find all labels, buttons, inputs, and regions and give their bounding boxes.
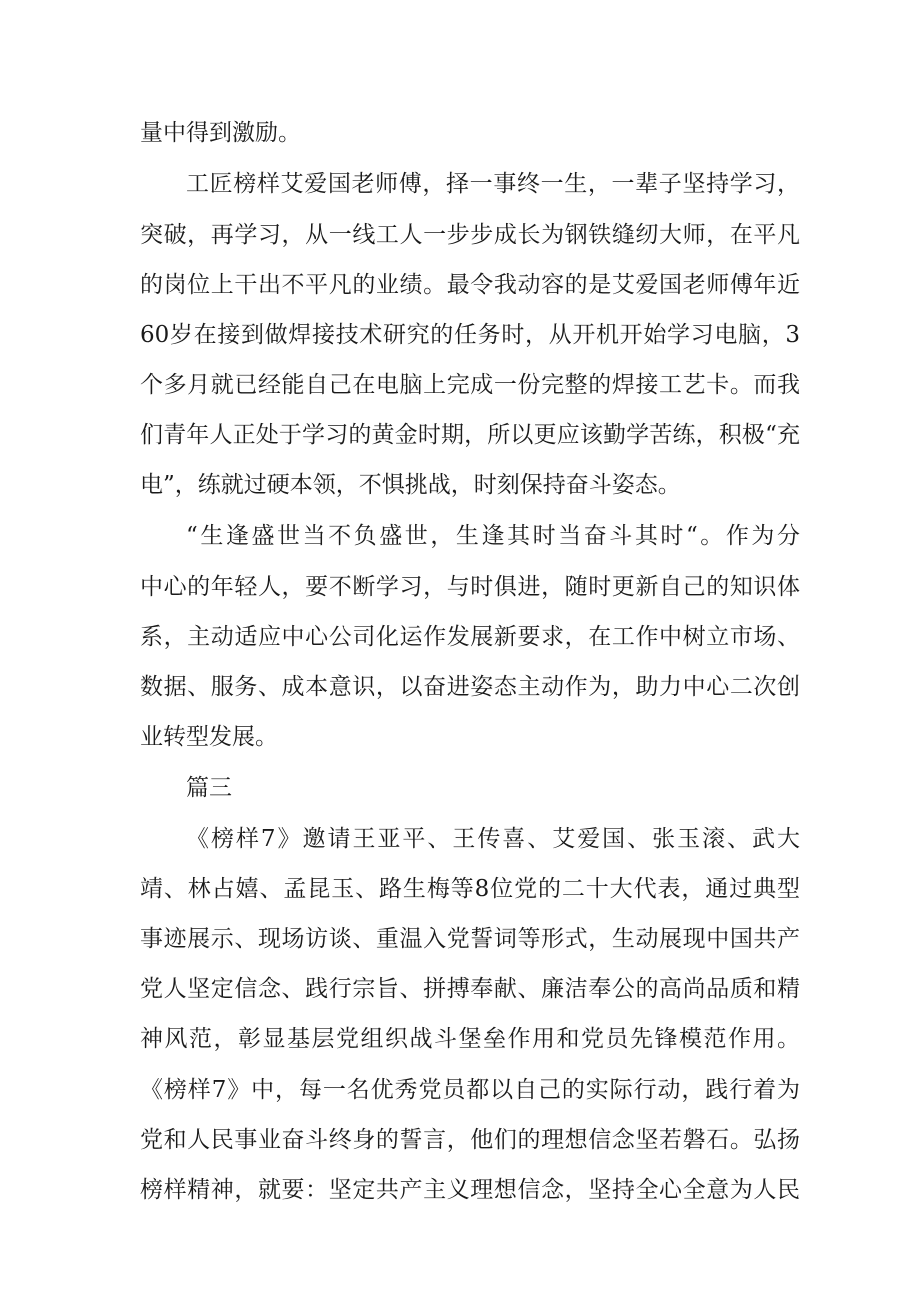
text-line: 《榜样7》中，每一名优秀党员都以自己的实际行动，践行着为 bbox=[140, 1077, 800, 1103]
text-line: 量中得到激励。 bbox=[140, 120, 301, 146]
text-line: 60岁在接到做焊接技术研究的任务时，从开机开始学习电脑，3 bbox=[140, 322, 800, 348]
text-line: 神风范，彰显基层党组织战斗堡垒作用和党员先锋模范作用。 bbox=[140, 1026, 800, 1052]
text-line: 榜样精神，就要：坚定共产主义理想信念，坚持全心全意为人民 bbox=[140, 1177, 800, 1203]
text-line: 《榜样7》邀请王亚平、王传喜、艾爱国、张玉滚、武大 bbox=[186, 826, 800, 852]
text-line: 数据、服务、成本意识，以奋进姿态主动作为，助力中心二次创 bbox=[140, 674, 800, 700]
section-heading: 篇三 bbox=[186, 775, 232, 801]
text-line: 工匠榜样艾爱国老师傅，择一事终一生，一辈子坚持学习， bbox=[186, 171, 800, 197]
text-line: 事迹展示、现场访谈、重温入党誓词等形式，生动展现中国共产 bbox=[140, 926, 800, 952]
text-line: 中心的年轻人，要不断学习，与时俱进，随时更新自己的知识体 bbox=[140, 574, 800, 600]
text-line: 电”，练就过硬本领，不惧挑战，时刻保持奋斗姿态。 bbox=[140, 472, 681, 498]
text-line: 个多月就已经能自己在电脑上完成一份完整的焊接工艺卡。而我 bbox=[140, 372, 800, 398]
text-line: 突破，再学习，从一线工人一步步成长为钢铁缝纫大师，在平凡 bbox=[140, 222, 800, 248]
text-line: 们青年人正处于学习的黄金时期，所以更应该勤学苦练，积极“充 bbox=[140, 422, 800, 448]
text-line: 业转型发展。 bbox=[140, 724, 278, 750]
text-line: 系，主动适应中心公司化运作发展新要求，在工作中树立市场、 bbox=[140, 624, 800, 650]
text-line: 靖、林占嬉、孟昆玉、路生梅等8位党的二十大代表，通过典型 bbox=[140, 876, 800, 902]
text-line: 的岗位上干出不平凡的业绩。最令我动容的是艾爱国老师傅年近 bbox=[140, 272, 800, 298]
text-line: 党人坚定信念、践行宗旨、拼搏奉献、廉洁奉公的高尚品质和精 bbox=[140, 976, 800, 1002]
text-line: “生逢盛世当不负盛世，生逢其时当奋斗其时“。作为分 bbox=[186, 523, 800, 549]
text-line: 党和人民事业奋斗终身的誓言，他们的理想信念坚若磐石。弘扬 bbox=[140, 1127, 800, 1153]
